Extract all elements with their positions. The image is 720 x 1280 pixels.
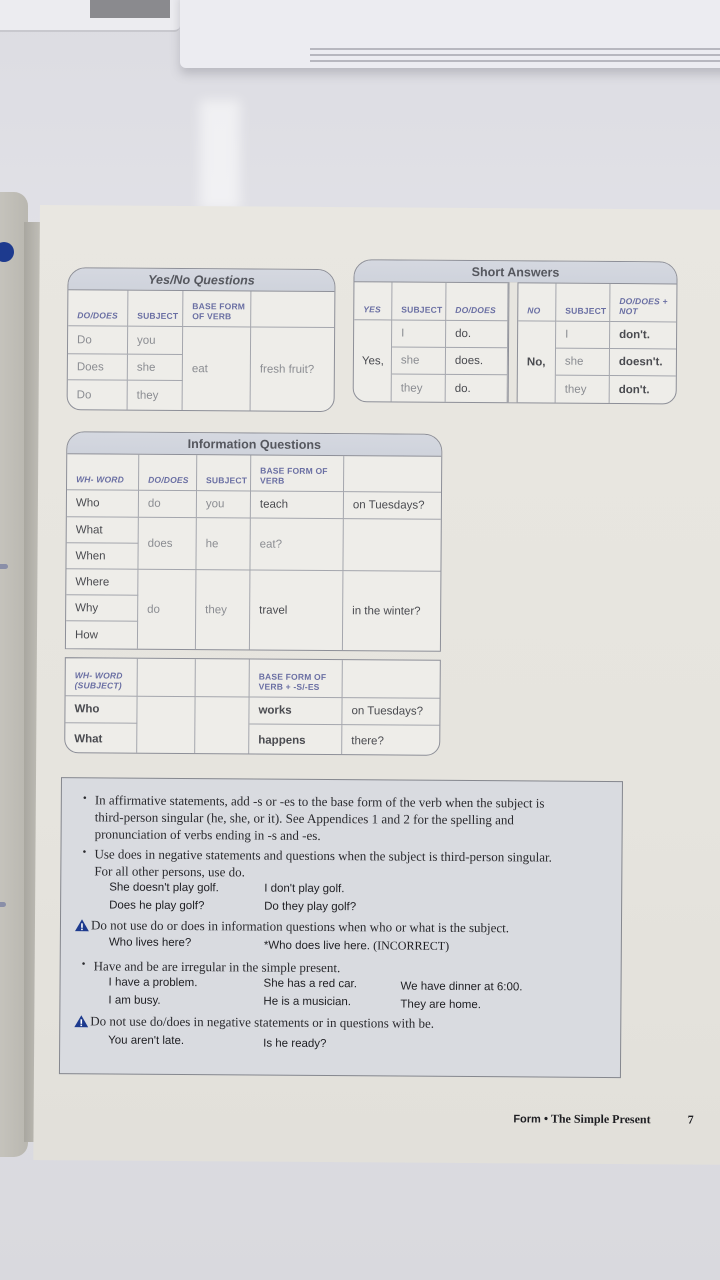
note-bullet-2-line: • Use does in negative statements and questions when the subject is third-person singular. (94, 846, 552, 865)
table-cell: there? (351, 734, 384, 747)
table-cell: they (556, 376, 610, 404)
table-cell: on Tuesdays? (344, 492, 443, 520)
wh-word: What (67, 517, 139, 544)
table-cell: eat? (250, 518, 343, 571)
column-header: BASE FORM OF VERB (251, 455, 344, 492)
table-cell: teach (251, 491, 344, 519)
grammar-notes-box (59, 777, 623, 1078)
note-bullet-2-line: For all other persons, use do. (94, 863, 245, 880)
column-header: SUBJECT (556, 284, 610, 322)
incorrect-sentence: *Who does live here. (263, 939, 370, 953)
column-header: SUBJECT (392, 282, 446, 320)
example-sentence: Does he play golf? (109, 899, 205, 913)
footer-chapter: The Simple Present (550, 1111, 651, 1127)
column-header: BASE FORM OF VERB (183, 291, 251, 327)
note-bullet-1-line: third-person singular (he, she, or it). See Appendices 1 and 2 for the spelling and (94, 809, 514, 828)
table-cell: she (556, 349, 610, 376)
table-cell: Does (68, 354, 128, 380)
example-sentence: I am busy. (108, 994, 161, 1007)
footer-separator: • (543, 1111, 549, 1126)
table-grid (66, 454, 441, 652)
table-cell: travel (250, 570, 344, 651)
column-header: DO/DOES (139, 455, 197, 491)
table-cell: don't. (618, 384, 650, 397)
table-cell: don't. (610, 322, 678, 349)
example-sentence: They are home. (400, 998, 482, 1012)
table-grid (65, 658, 440, 756)
paper-edge (310, 54, 720, 56)
short-answers-table (353, 259, 678, 404)
paper-edge (310, 60, 720, 62)
textbook-page (33, 205, 720, 1165)
table-cell: he (196, 518, 250, 570)
column-header (344, 456, 442, 493)
table-cell: does. (446, 348, 508, 375)
table-cell (343, 519, 442, 572)
warning-icon (74, 1015, 88, 1027)
table-cell: she (392, 347, 446, 374)
warning-icon (75, 919, 89, 931)
wh-word: What (65, 723, 137, 755)
table-cell: I (392, 320, 446, 347)
footer-section: Form (513, 1113, 541, 1126)
yes-no-questions-table (67, 267, 336, 412)
desk-glare (200, 100, 240, 210)
column-header: SUBJECT (197, 455, 251, 491)
table-title: Information Questions (67, 432, 441, 457)
example-sentence: He is a musician. (263, 995, 352, 1009)
wh-word: Who (67, 490, 139, 518)
example-sentence: She has a red car. (263, 977, 357, 991)
column-header: NO (518, 283, 556, 321)
example-sentence: We have dinner at 6:00. (400, 980, 523, 994)
warning-note-2: Do not use do/does in negative statements or in questions with be. (90, 1013, 435, 1031)
empty-cell (137, 697, 195, 755)
note-bullet-1-line: pronunciation of verbs ending in -s and -es. (94, 826, 321, 843)
example-sentence: She doesn't play golf. (109, 881, 219, 895)
table-title: Yes/No Questions (68, 268, 334, 292)
table-grid (68, 290, 335, 412)
page-number: 7 (687, 1112, 694, 1127)
example-sentence: Who lives here? (108, 936, 192, 950)
example-sentence: You aren't late. (108, 1034, 185, 1048)
yes-word: Yes, (354, 320, 393, 402)
column-header: DO/DOES (68, 290, 128, 326)
page-marker (0, 902, 6, 907)
background-paper (0, 0, 180, 32)
wh-word: Why (66, 595, 138, 622)
no-word: No, (518, 321, 557, 403)
example-sentence: I have a problem. (108, 976, 198, 990)
blue-tab-marker (0, 242, 14, 262)
note-bullet-3: • Have and be are irregular in the simple present. (94, 958, 341, 976)
column-header: YES (354, 282, 392, 320)
wh-word: How (66, 621, 138, 650)
column-header: SUBJECT (128, 291, 183, 327)
table-cell: doesn't. (610, 349, 678, 376)
table-cell: in the winter? (352, 605, 421, 618)
table-cell: do. (446, 375, 508, 403)
wh-word: Where (66, 569, 138, 596)
table-cell: you (128, 327, 183, 355)
example-sentence: Do they play golf? (264, 900, 357, 914)
page-footer (513, 1111, 693, 1127)
column-header: WH- WORD (SUBJECT) (66, 658, 138, 697)
incorrect-label: (INCORRECT) (373, 938, 450, 953)
table-cell: Do (68, 380, 128, 410)
table-grid (354, 282, 677, 404)
empty-cell (195, 697, 249, 755)
table-cell: you (197, 491, 251, 518)
table-cell: do (138, 570, 197, 650)
column-header: WH- WORD (67, 454, 139, 491)
information-questions-table (65, 431, 443, 652)
table-cell: she (128, 355, 183, 381)
table-cell: does (138, 518, 196, 570)
column-header: DO/DOES + NOT (610, 284, 677, 322)
page-marker (0, 564, 8, 569)
table-cell: Do (68, 326, 128, 354)
paper-edge (310, 48, 720, 50)
background-paper-strip (90, 0, 170, 18)
example-sentence-incorrect (264, 938, 449, 954)
table-cell: they (196, 570, 251, 650)
table-cell: they (392, 374, 446, 402)
table-cell: they (128, 381, 183, 411)
table-cell: works (249, 697, 342, 725)
table-cell: fresh fruit? (259, 363, 315, 376)
example-sentence: Is he ready? (263, 1037, 327, 1051)
example-sentence: I don't play golf. (264, 882, 345, 896)
table-title: Short Answers (354, 260, 676, 284)
table-cell: do. (446, 321, 508, 348)
column-header: BASE FORM OF VERB + -S/-ES (250, 659, 343, 698)
wh-word: When (66, 543, 138, 570)
table-cell: I (556, 322, 610, 349)
table-cell: happens (249, 724, 342, 755)
note-bullet-1-line: • In affirmative statements, add -s or -es to the base form of the verb when the subject is (95, 792, 545, 811)
column-header (196, 659, 250, 697)
table-cell: eat (183, 327, 252, 411)
column-header: DO/DOES (446, 283, 508, 321)
column-header (343, 660, 441, 699)
wh-word: Who (65, 696, 137, 724)
table-cell: do (139, 491, 197, 518)
column-header (138, 659, 196, 697)
background-paper-stack (180, 0, 720, 68)
table-cell: on Tuesdays? (342, 698, 440, 726)
column-header (251, 291, 335, 328)
warning-note-1: Do not use do or does in information questions when who or what is the subject. (90, 917, 510, 936)
subject-questions-table (64, 657, 441, 756)
